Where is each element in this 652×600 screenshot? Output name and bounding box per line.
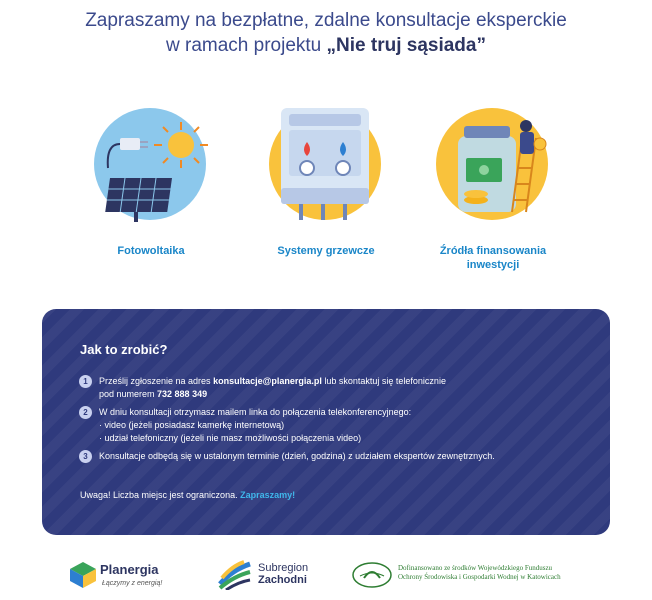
boiler-icon: [251, 108, 401, 238]
subregion-logo-icon: [218, 560, 252, 590]
headline-line-1: Zapraszamy na bezpłatne, zdalne konsultacje eksperckie: [85, 10, 567, 31]
topic-heating-systems: [251, 108, 401, 278]
step-1: [79, 375, 579, 401]
step-text: Prześlij zgłoszenie na adres: [99, 376, 214, 386]
topic-photovoltaics: [76, 108, 226, 278]
step-2: [79, 406, 579, 445]
how-to-panel: [42, 309, 610, 535]
step-text: lub skontaktuj się telefonicznie: [321, 376, 446, 386]
fund-line-1: Dofinansowano ze środków Wojewódzkiego Funduszu: [398, 564, 553, 572]
topic-label-line-1: Źródła finansowania: [439, 245, 547, 257]
step-3: [79, 450, 579, 463]
step-text: pod numerem: [99, 389, 158, 399]
step-text: W dniu konsultacji otrzymasz mailem linka do połączenia telekonferencyjnego:: [99, 407, 412, 417]
note: [80, 490, 295, 500]
money-jar-icon: [418, 108, 568, 238]
step-number: 1: [79, 375, 92, 388]
topic-label: [418, 244, 568, 272]
subregion-line-1: Subregion: [258, 562, 309, 574]
step-1-line-2: [99, 388, 579, 401]
fund-text: [398, 564, 561, 582]
headline-prefix: w ramach projektu: [166, 35, 327, 56]
planergia-tagline: Łączymy z energią!: [102, 580, 163, 587]
solar-panel-icon: [76, 108, 226, 238]
panel-title: Jak to zrobić?: [80, 342, 168, 357]
subregion-name: [258, 562, 308, 586]
email-link[interactable]: konsultacje@planergia.pl: [213, 376, 322, 386]
planergia-logo-icon: [70, 562, 96, 588]
step-1-line-1: [99, 375, 579, 388]
fund-line-2: Ochrony Środowiska i Gospodarki Wodnej w Katowicach: [398, 573, 561, 581]
topic-label-line-2: inwestycji: [466, 259, 520, 271]
topic-label: Systemy grzewcze: [277, 245, 375, 257]
headline-line-2: [0, 33, 652, 58]
step-number: 3: [79, 450, 92, 463]
subregion-line-2: Zachodni: [258, 574, 307, 586]
step-option: · video (jeżeli posiadasz kamerkę internetową): [99, 420, 285, 430]
phone-number[interactable]: 732 888 349: [157, 389, 208, 399]
topic-label: Fotowoltaika: [117, 245, 185, 257]
step-option: · udział telefoniczny (jeżeli nie masz możliwości połączenia video): [99, 433, 362, 443]
page-headline: [0, 8, 652, 58]
planergia-name: Planergia: [100, 562, 159, 577]
topic-financing: [418, 108, 568, 278]
note-accent: Zapraszamy!: [240, 490, 296, 500]
wfosigw-emblem-icon: [352, 562, 392, 588]
project-name: „Nie truj sąsiada”: [326, 35, 486, 56]
step-text: Konsultacje odbędą się w ustalonym terminie (dzień, godzina) z udziałem ekspertów zewnętrznych.: [99, 451, 495, 461]
step-number: 2: [79, 406, 92, 419]
steps-list: [79, 375, 579, 468]
note-text: Uwaga! Liczba miejsc jest ograniczona.: [80, 490, 241, 500]
